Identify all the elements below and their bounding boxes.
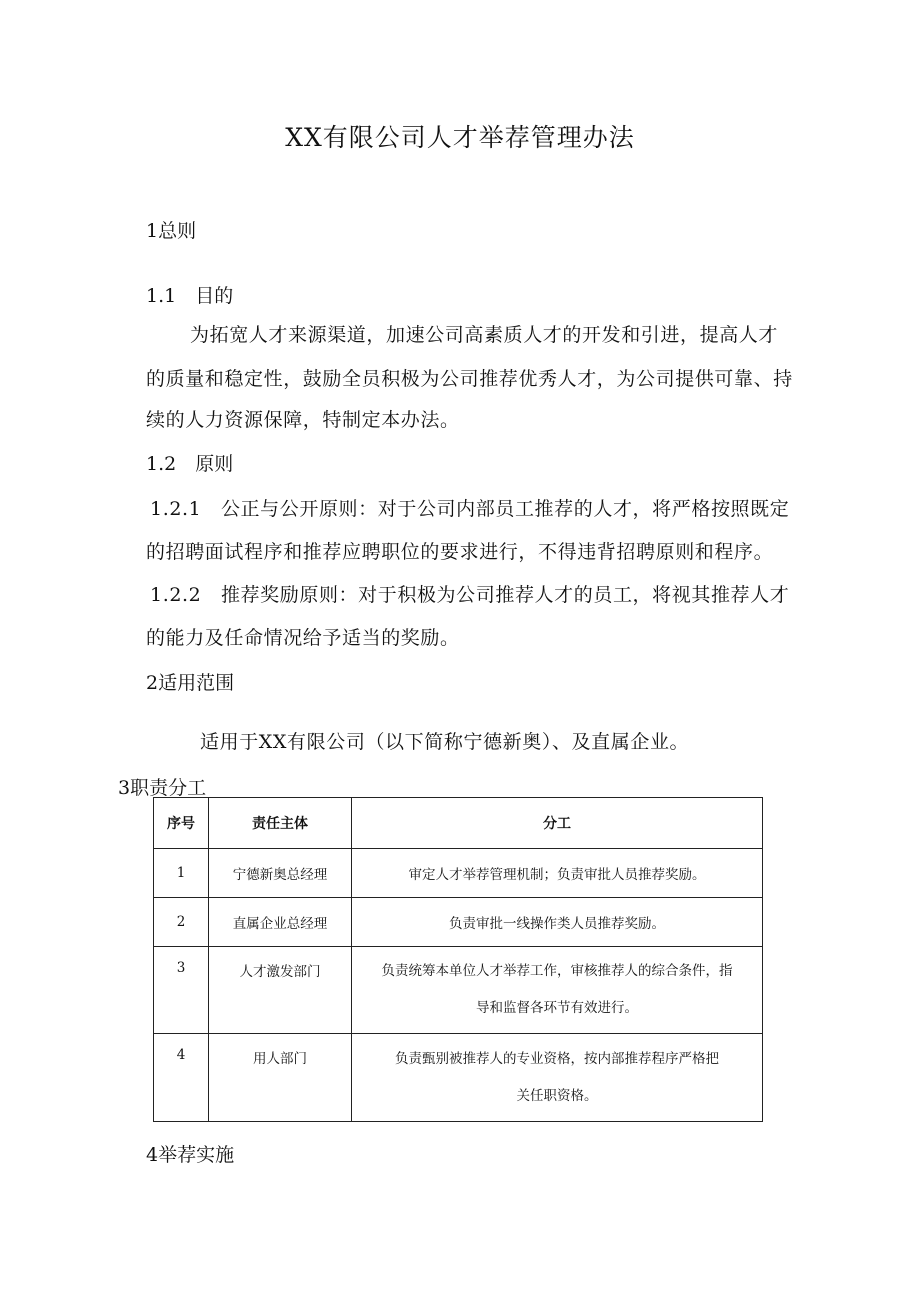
row-subject: 用人部门 xyxy=(209,1034,352,1122)
table-row xyxy=(154,1034,763,1122)
purpose-line-2: 的质量和稳定性，鼓励全员积极为公司推荐优秀人才，为公司提供可靠、持 xyxy=(146,368,793,390)
row-subject: 宁德新奥总经理 xyxy=(209,849,352,898)
section-2-heading: 2适用范围 xyxy=(146,672,235,694)
principle-1-line-1: 1.2.1 公正与公开原则：对于公司内部员工推荐的人才，将严格按照既定 xyxy=(150,498,790,520)
row-duty: 审定人才举荐管理机制；负责审批人员推荐奖励。 xyxy=(352,849,763,898)
purpose-line-3: 续的人力资源保障，特制定本办法。 xyxy=(146,409,460,431)
header-subject: 责任主体 xyxy=(209,798,352,849)
table-row xyxy=(154,947,763,1034)
principle-2-line-1: 1.2.2 推荐奖励原则：对于积极为公司推荐人才的员工，将视其推荐人才 xyxy=(150,584,790,606)
responsibility-table xyxy=(153,797,763,1122)
row-no: 1 xyxy=(154,849,209,898)
section-4-heading: 4举荐实施 xyxy=(146,1144,235,1166)
row-no: 4 xyxy=(154,1034,209,1122)
row-subject: 人才激发部门 xyxy=(209,947,352,1034)
table-row xyxy=(154,898,763,947)
purpose-line-1: 为拓宽人才来源渠道，加速公司高素质人才的开发和引进，提高人才 xyxy=(190,324,779,346)
header-duty: 分工 xyxy=(352,798,763,849)
row-duty xyxy=(352,947,763,1034)
page-title: XX有限公司人才举荐管理办法 xyxy=(285,123,635,152)
row-no: 2 xyxy=(154,898,209,947)
section-3-heading: 3职责分工 xyxy=(118,777,207,799)
row-subject: 直属企业总经理 xyxy=(209,898,352,947)
section-1-1-heading: 1.1 目的 xyxy=(146,285,234,307)
principle-2-line-2: 的能力及任命情况给予适当的奖励。 xyxy=(146,627,460,649)
section-1-heading: 1总则 xyxy=(146,220,197,242)
table-header-row xyxy=(154,798,763,849)
row-duty-line-1: 负责统筹本单位人才举荐工作，审核推荐人的综合条件，指 xyxy=(381,963,733,979)
row-duty-line-1: 负责甄别被推荐人的专业资格，按内部推荐程序严格把 xyxy=(395,1050,719,1067)
row-duty-line-2: 关任职资格。 xyxy=(516,1087,598,1104)
table-row xyxy=(154,849,763,898)
row-duty: 负责审批一线操作类人员推荐奖励。 xyxy=(352,898,763,947)
row-duty xyxy=(352,1034,763,1122)
row-no: 3 xyxy=(154,947,209,1034)
row-duty-line-2: 导和监督各环节有效进行。 xyxy=(476,1000,638,1016)
section-1-2-heading: 1.2 原则 xyxy=(146,453,234,475)
header-no: 序号 xyxy=(154,798,209,849)
scope-text: 适用于XX有限公司（以下简称宁德新奥）、及直属企业。 xyxy=(200,731,690,753)
principle-1-line-2: 的招聘面试程序和推荐应聘职位的要求进行，不得违背招聘原则和程序。 xyxy=(146,541,774,563)
